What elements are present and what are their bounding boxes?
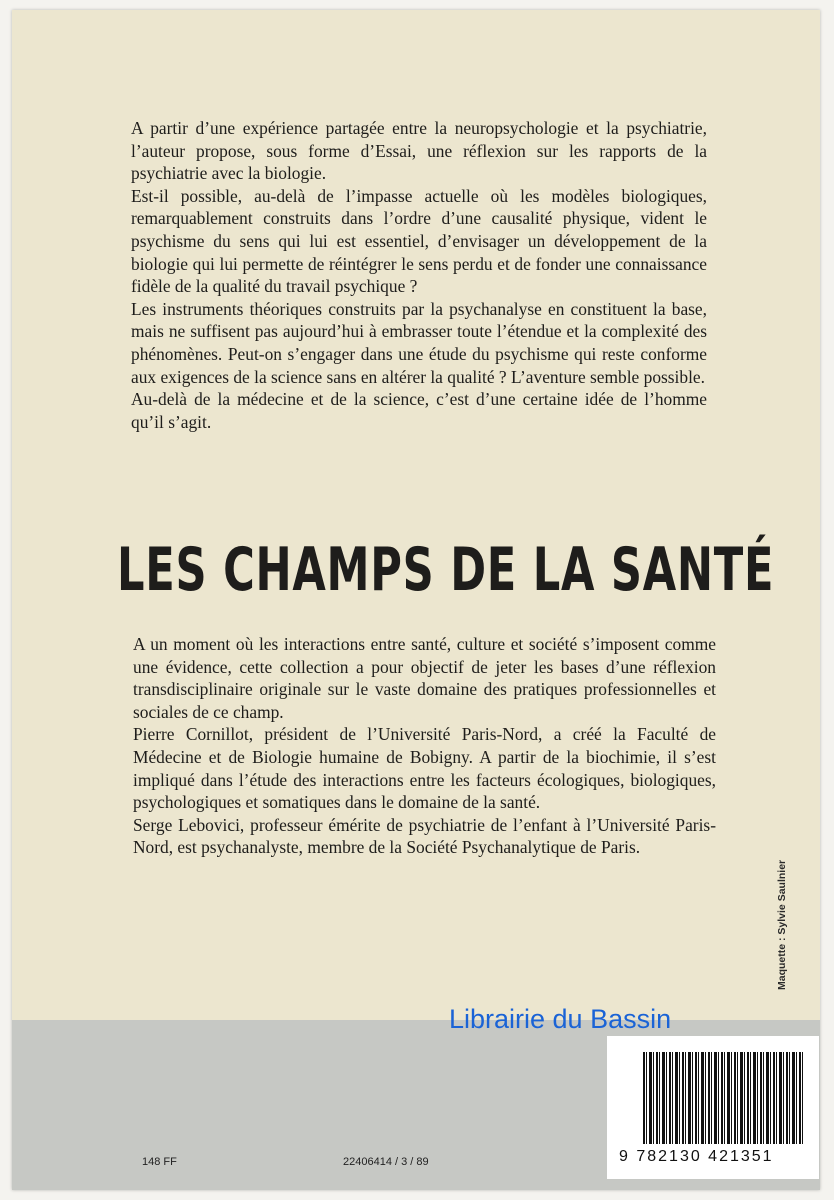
series-title: LES CHAMPS DE LA SANTÉ (117, 535, 775, 605)
collection-paragraph: Serge Lebovici, professeur émérite de psychiatrie de l’enfant à l’Université Paris-Nord, est psychanalyste, membre de la Société Psychanalytique de Paris. (133, 814, 716, 858)
synopsis-paragraph: A partir d’une expérience partagée entre la neuropsychologie et la psychiatrie, l’auteur propose, sous forme d’Essai, une réflexion sur les rapports de la psychiatrie avec la biologie. (131, 118, 707, 184)
book-back-cover (12, 10, 820, 1190)
reference-number: 22406414 / 3 / 89 (343, 1156, 429, 1168)
synopsis-paragraph: Est-il possible, au-delà de l’impasse actuelle où les modèles biologiques, remarquablement construits dans l’ordre d’une causalité physique, vident le psychisme du sens qui lui est essentiel, d’envisager un développement de la biologie qui lui permette de réintégrer le sens perdu et de fonder une connaissance fidèle de la qualité du travail psychique ? (131, 185, 707, 297)
design-credit: Maquette : Sylvie Saulnier (776, 859, 788, 990)
collection-paragraph: Pierre Cornillot, président de l’Université Paris-Nord, a créé la Faculté de Médecine et de Biologie humaine de Bobigny. A partir de la biochimie, il s’est impliqué dans l’étude des interactions entre les facteurs écologiques, biologiques, psychologiques et somatiques dans le domaine de la santé. (133, 724, 716, 813)
synopsis-text (131, 117, 707, 433)
collection-paragraph: A un moment où les interactions entre santé, culture et société s’imposent comme une évidence, cette collection a pour objectif de jeter les bases d’une réflexion transdisciplinaire originale sur le vaste domaine des pratiques professionnelles et sociales de ce champ. (133, 634, 716, 722)
collection-text (133, 633, 716, 859)
barcode-bars (643, 1052, 803, 1144)
barcode (607, 1036, 819, 1179)
synopsis-paragraph: Au-delà de la médecine et de la science, c’est d’une certaine idée de l’homme qu’il s’agit. (131, 389, 707, 432)
price-label: 148 FF (142, 1156, 177, 1168)
watermark-text: Librairie du Bassin (449, 1004, 672, 1034)
synopsis-paragraph: Les instruments théoriques construits par la psychanalyse en constituent la base, mais ne suffisent pas aujourd’hui à embrasser toute l’étendue et la complexité des phénomènes. Peut-on s’engager dans une étude du psychisme qui reste conforme aux exigences de la science sans en altérer la qualité ? L’aventure semble possible. (131, 298, 707, 387)
barcode-number: 9 782130 421351 (619, 1148, 774, 1165)
